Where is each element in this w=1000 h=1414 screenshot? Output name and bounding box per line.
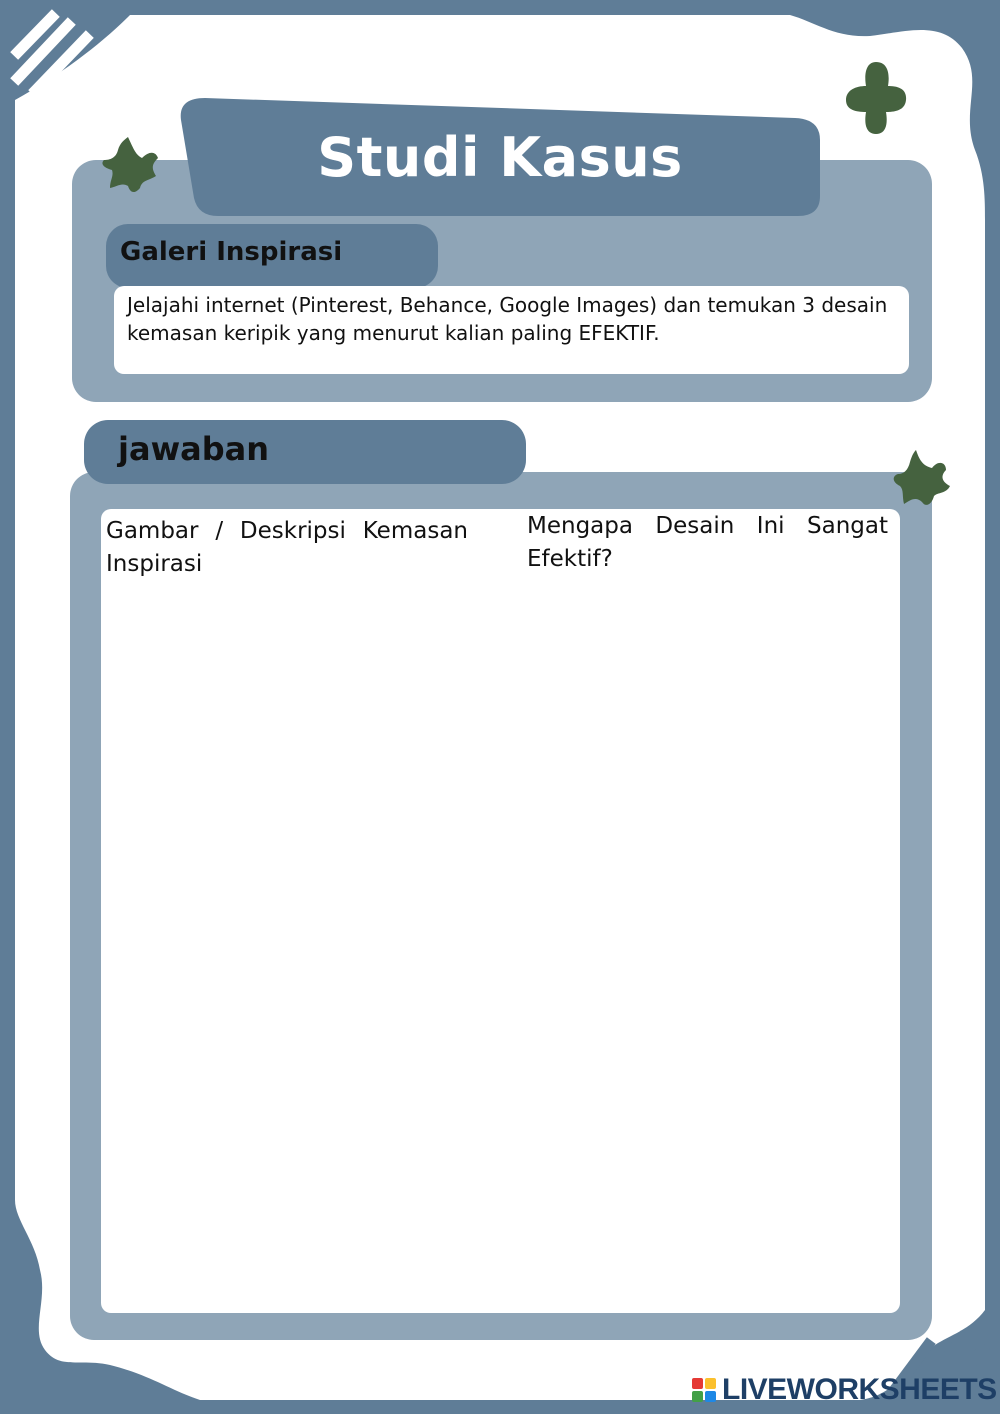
column-header-left: Gambar / Deskripsi Kemasan Inspirasi (106, 518, 468, 577)
instruction-text: Jelajahi internet (Pinterest, Behance, Google Images) dan temukan 3 desain kemasan keripik yang menurut kalian paling EFEKTIF. (127, 293, 888, 345)
answer-area[interactable] (101, 509, 900, 1313)
column-header-right: Mengapa Desain Ini Sangat Efektif? (527, 513, 888, 572)
jawaban-label: jawaban (118, 430, 269, 468)
liveworksheets-logo-icon (692, 1378, 716, 1402)
footer-logo[interactable] (692, 1372, 997, 1408)
page-title: Studi Kasus (317, 125, 683, 189)
footer-brand: LIVEWORKSHEETS (722, 1373, 997, 1406)
galeri-label: Galeri Inspirasi (120, 237, 343, 267)
